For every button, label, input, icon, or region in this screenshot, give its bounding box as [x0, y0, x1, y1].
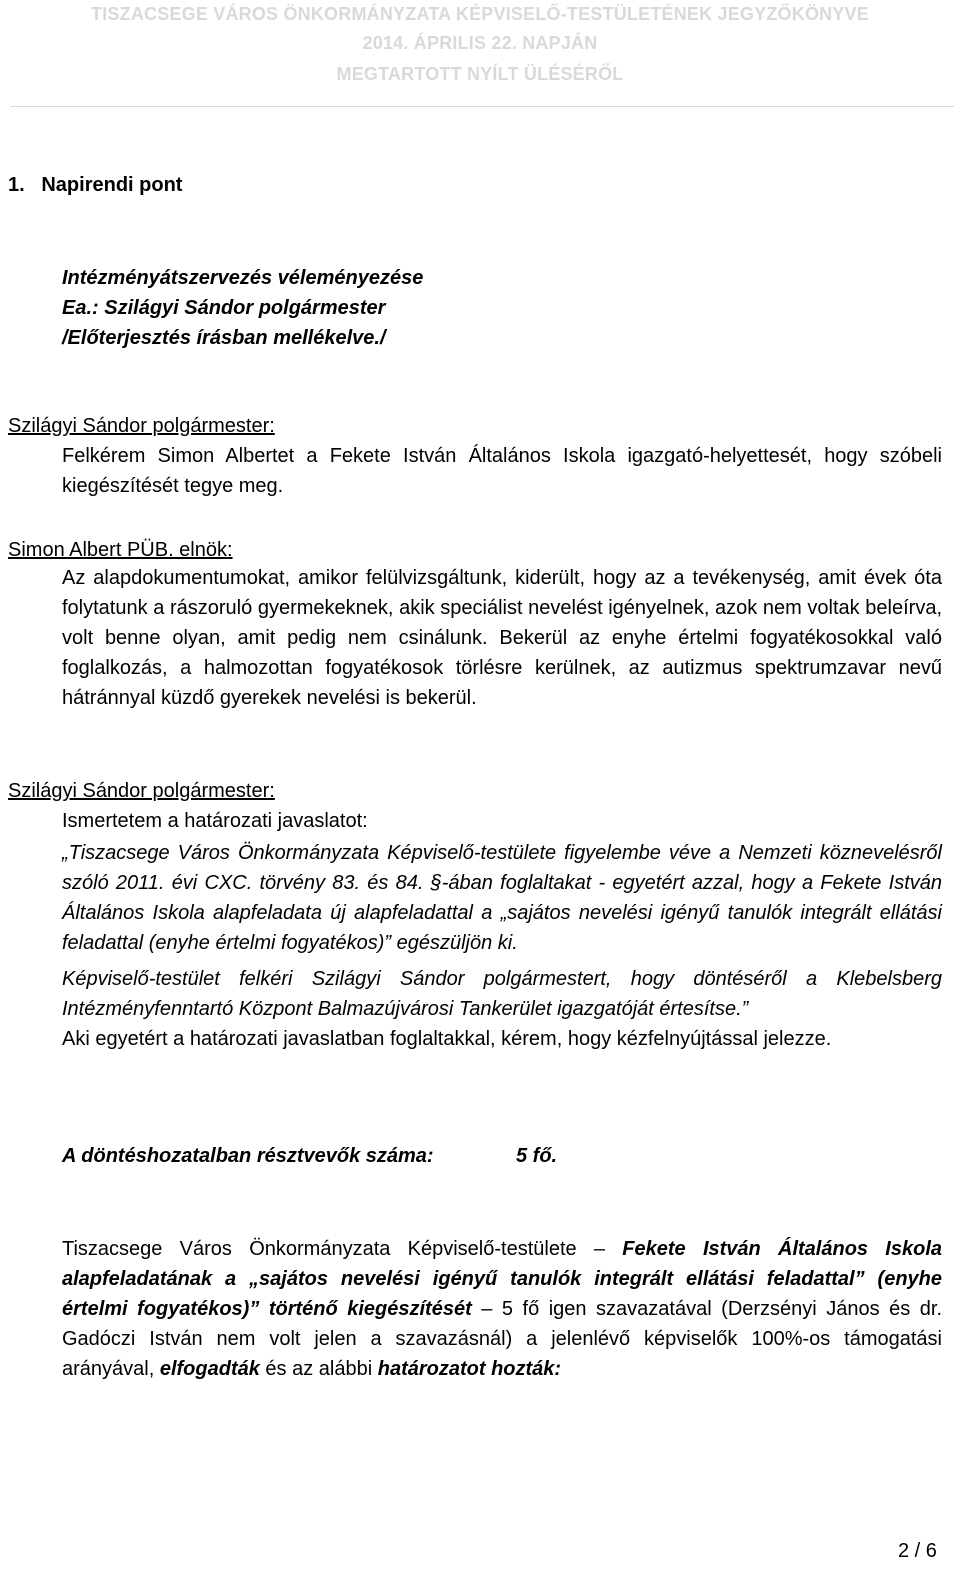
decision-accepted: elfogadták	[159, 1358, 260, 1380]
header-subtitle: MEGTARTOTT NYÍLT ÜLÉSÉRŐL	[336, 64, 624, 84]
agenda-heading: 1. Napirendi pont	[8, 174, 183, 196]
speaker-simon: Simon Albert PÜB. elnök:	[8, 539, 233, 561]
agenda-title: Intézményátszervezés véleményezése	[62, 267, 424, 289]
decision-paragraph	[62, 1234, 942, 1384]
page-number: 2 / 6	[898, 1540, 937, 1562]
vote-request: Aki egyetért a határozati javaslatban foglaltakkal, kérem, hogy kézfelnyújtással jelezze.	[62, 1028, 832, 1050]
participants-label: A döntéshozatalban résztvevők száma:	[62, 1145, 434, 1167]
decision-subject: Tiszacsege Város Önkormányzata Képviselő-testülete –	[62, 1238, 623, 1260]
header-title: TISZACSEGE VÁROS ÖNKORMÁNYZATA KÉPVISELŐ-TESTÜLETÉNEK JEGYZŐKÖNYVE	[91, 4, 869, 24]
speech-simon: Az alapdokumentumokat, amikor felülvizsgáltunk, kiderült, hogy az a tevékenység, amit évek óta folytatunk a rászoruló gyermekeknek, akik speciálist nevelést igényelnek, azok nem voltak beleírva, volt benne olyan, amit pedig nem csinálunk. Bekerül az enyhe értelmi fogyatékosokkal való foglalkozás, a halmozottan fogyatékosok törlésre kerülnek, az autizmus spektrumzavar nevű hátránnyal küzdő gyerekek nevelési is bekerül.	[62, 567, 942, 709]
proposal-intro: Ismertetem a határozati javaslatot:	[62, 810, 368, 832]
decision-vote: – 5 fő igen szavazatával (Derzsényi János és dr. Gadóczi István nem volt jelen a szavazásnál) a jelenlévő képviselők 100%-os támogatási arányával,	[62, 1298, 942, 1380]
decision-connector: és az alábbi	[259, 1358, 378, 1380]
decision-topic: Fekete István Általános Iskola alapfeladatának a „sajátos nevelési igényű tanulók integrált ellátási feladattal” (enyhe értelmi fogyatékos)” történő kiegészítését	[62, 1238, 943, 1320]
agenda-presenter: Ea.: Szilágyi Sándor polgármester	[62, 297, 386, 319]
header-date: 2014. ÁPRILIS 22. NAPJÁN	[362, 33, 598, 53]
participants-value: 5 fő.	[516, 1145, 558, 1167]
speaker-mayor-1: Szilágyi Sándor polgármester:	[8, 415, 275, 437]
proposal-text: „Tiszacsege Város Önkormányzata Képviselő-testülete figyelembe véve a Nemzeti köznevelésről szóló 2011. évi CXC. törvény 83. és 84. §-ában foglaltakat - egyetért azzal, hogy a Fekete István Általános Iskola alapfeladata új alapfeladattal a „sajátos nevelési igényű tanulók integrált ellátási feladattal (enyhe értelmi fogyatékos)” egészüljön ki.	[62, 842, 942, 954]
speech-mayor-1: Felkérem Simon Albertet a Fekete István Általános Iskola igazgató-helyettesét, hogy szóbeli kiegészítését tegye meg.	[62, 445, 942, 497]
agenda-note: /Előterjesztés írásban mellékelve./	[62, 327, 386, 349]
decision-resolution: határozatot hozták:	[377, 1358, 562, 1380]
speaker-mayor-2: Szilágyi Sándor polgármester:	[8, 780, 275, 802]
proposal-instruction: Képviselő-testület felkéri Szilágyi Sándor polgármestert, hogy döntéséről a Klebelsberg Intézményfenntartó Központ Balmazújvárosi Tankerület igazgatóját értesítse.”	[62, 968, 942, 1020]
header-divider	[10, 106, 954, 107]
